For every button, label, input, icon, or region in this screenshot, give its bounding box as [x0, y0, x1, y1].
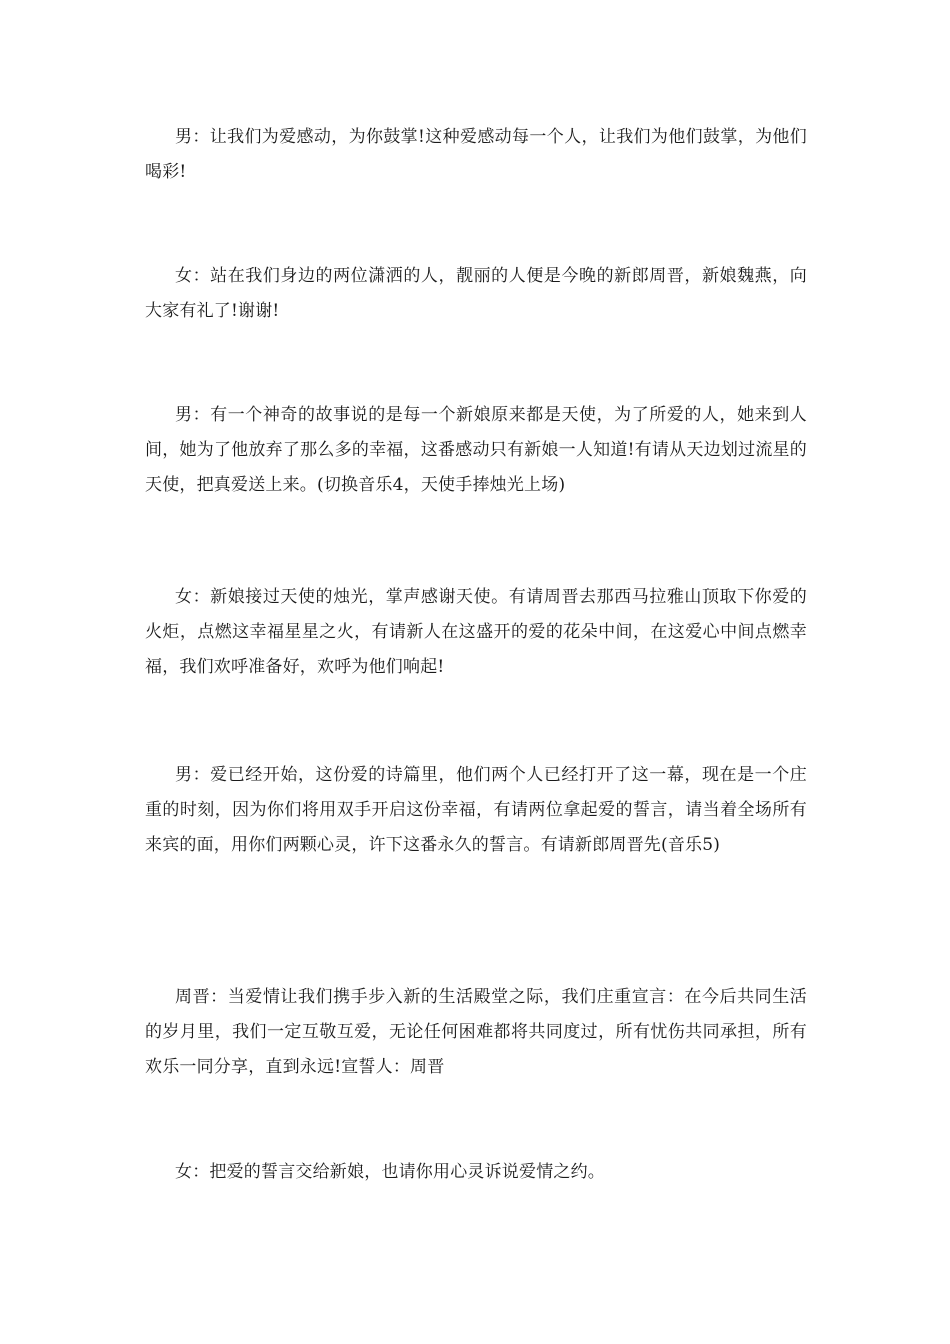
paragraph-4: 女：新娘接过天使的烛光，掌声感谢天使。有请周晋去那西马拉雅山顶取下你爱的火炬，点燃这幸福星星之火，有请新人在这盛开的爱的花朵中间，在这爱心中间点燃幸福，我们欢呼准备好，欢呼为他们响起! — [145, 587, 807, 677]
paragraph-6: 周晋：当爱情让我们携手步入新的生活殿堂之际，我们庄重宣言：在今后共同生活的岁月里，我们一定互敬互爱，无论任何困难都将共同度过，所有忧伤共同承担，所有欢乐一同分享，直到永远!宣誓人：周晋 — [145, 987, 807, 1077]
paragraph-1: 男：让我们为爱感动，为你鼓掌!这种爱感动每一个人，让我们为他们鼓掌，为他们喝彩! — [145, 127, 807, 182]
paragraph-3: 男：有一个神奇的故事说的是每一个新娘原来都是天使，为了所爱的人，她来到人间，她为了他放弃了那么多的幸福，这番感动只有新娘一人知道!有请从天边划过流星的天使，把真爱送上来。(切换音乐4，天使手捧烛光上场) — [145, 405, 807, 495]
paragraph-7: 女：把爱的誓言交给新娘，也请你用心灵诉说爱情之约。 — [175, 1162, 605, 1182]
paragraph-2: 女：站在我们身边的两位潇洒的人，靓丽的人便是今晚的新郎周晋，新娘魏燕，向大家有礼了!谢谢! — [145, 266, 807, 321]
paragraph-5: 男：爱已经开始，这份爱的诗篇里，他们两个人已经打开了这一幕，现在是一个庄重的时刻，因为你们将用双手开启这份幸福，有请两位拿起爱的誓言，请当着全场所有来宾的面，用你们两颗心灵，许下这番永久的誓言。有请新郎周晋先(音乐5) — [145, 765, 807, 855]
